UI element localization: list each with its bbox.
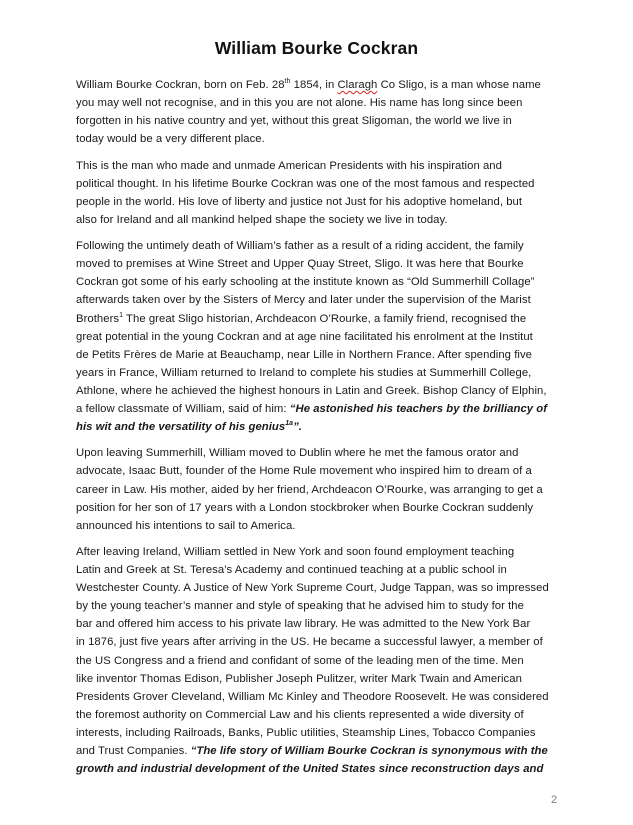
superscript: th — [284, 78, 291, 86]
text-run: Athlone, where he achieved the highest honours in Latin and Greek. Bishop Clancy of Elphin, — [76, 384, 547, 397]
text-run: the US Congress and a friend and confidant of some of the leading men of the time. Men — [76, 654, 524, 667]
text-run: forgotten in his native country and yet, without this great Sligoman, the world we live in — [76, 115, 512, 128]
text-line — [76, 175, 566, 193]
text-line — [76, 543, 566, 561]
text-line — [76, 652, 566, 670]
text-line — [76, 444, 566, 462]
misspelled-word: Claragh — [337, 79, 378, 91]
text-run: interests, including Railroads, Banks, Public utilities, Steamship Lines, Tobacco Companies — [76, 726, 536, 739]
text-run: moved to premises at Wine Street and Upper Quay Street, Sligo. It was here that Bourke — [76, 258, 524, 271]
text-run: growth and industrial development of the United States since reconstruction days and — [76, 763, 544, 776]
text-line — [76, 688, 566, 706]
text-run: afterwards taken over by the Sisters of Mercy and later under the supervision of the Marist — [76, 294, 531, 307]
text-line — [76, 517, 566, 535]
text-run: you may well not recognise, and in this you are not alone. His name has long since been — [76, 97, 523, 110]
text-run: in 1876, just five years after arriving in the US. He became a successful lawyer, a member of — [76, 636, 543, 649]
text-run: Latin and Greek at St. Teresa’s Academy and continued teaching at a public school in — [76, 564, 507, 577]
text-run: Presidents Grover Cleveland, William Mc Kinley and Theodore Roosevelt. He was considered — [76, 690, 549, 703]
document-title: William Bourke Cockran — [214, 38, 419, 58]
text-line — [76, 310, 566, 328]
text-line — [76, 364, 566, 382]
text-line — [76, 211, 566, 229]
text-line — [76, 400, 566, 418]
paragraph — [76, 237, 566, 436]
page-number: 2 — [551, 794, 558, 806]
text-line — [76, 94, 566, 112]
text-line — [76, 157, 566, 175]
text-run: Following the untimely death of William’s father as a result of a riding accident, the family — [76, 240, 524, 253]
text-line — [76, 499, 566, 517]
text-line — [76, 706, 566, 724]
text-run: Brothers — [76, 312, 120, 325]
text-line — [76, 291, 566, 309]
text-run: like inventor Thomas Edison, Publisher Joseph Pulitzer, writer Mark Twain and American — [76, 672, 522, 685]
text-run: a fellow classmate of William, said of him: — [76, 402, 290, 415]
text-run: today would be a very different place. — [76, 133, 265, 146]
text-run: his wit and the versatility of his genius — [76, 421, 286, 434]
text-run: the foremost authority on Commercial Law and his clients represented a wide diversity of — [76, 708, 524, 721]
text-run: 1854, in — [290, 79, 338, 91]
text-line — [76, 273, 566, 291]
text-run: position for her son of 17 years with a London stockbroker when Bourke Cockran suddenly — [76, 501, 534, 514]
text-line — [76, 237, 566, 255]
text-line — [76, 724, 566, 742]
text-run: de Petits Frères de Marie at Beauchamp, near Lille in Northern France. After spending five — [76, 348, 532, 361]
text-line — [76, 255, 566, 273]
text-run: ”. — [293, 421, 302, 434]
text-run: The great Sligo historian, Archdeacon O’Rourke, a family friend, recognised the — [123, 312, 527, 325]
text-line — [76, 615, 566, 633]
text-line — [76, 742, 566, 760]
text-line — [76, 462, 566, 480]
text-run: bar and offered him access to his private law library. He was admitted to the New York Bar — [76, 618, 531, 631]
text-line — [76, 418, 566, 436]
paragraph — [76, 444, 566, 534]
text-line — [76, 597, 566, 615]
paragraph — [76, 76, 566, 148]
text-run: After leaving Ireland, William settled in New York and soon found employment teaching — [76, 546, 515, 558]
text-run: advocate, Isaac Butt, founder of the Home Rule movement who inspired him to dream of a — [76, 465, 532, 478]
text-line — [76, 193, 566, 211]
text-run: This is the man who made and unmade American Presidents with his inspiration and — [76, 159, 502, 172]
paragraph — [76, 543, 566, 778]
text-line — [76, 76, 566, 94]
text-run: by the young teacher’s manner and style of speaking that he advised him to study for the — [76, 600, 524, 613]
text-line — [76, 633, 566, 651]
text-line — [76, 346, 566, 364]
text-line — [76, 112, 566, 130]
superscript: 1 — [119, 311, 124, 319]
text-run: people in the world. His love of liberty and justice not Just for his adoptive homeland, but — [76, 195, 523, 208]
text-run: Westchester County. A Justice of New York Supreme Court, Judge Tappan, was so impressed — [76, 582, 549, 595]
document-body — [76, 76, 566, 786]
text-run: announced his intentions to sail to America. — [76, 519, 296, 532]
paragraph — [76, 157, 566, 229]
text-run: years in France, William returned to Ireland to complete his studies at Summerhill College, — [76, 366, 532, 379]
text-run: Cockran got some of his early schooling at the institute known as “Old Summerhill Collage” — [76, 276, 535, 289]
text-run: and Trust Companies. — [76, 745, 191, 758]
text-line — [76, 561, 566, 579]
text-run: also for Ireland and all mankind helped shape the society we live in today. — [76, 213, 448, 226]
text-line — [76, 579, 566, 597]
text-run: political thought. In his lifetime Bourke Cockran was one of the most famous and respected — [76, 177, 535, 190]
text-line — [76, 481, 566, 499]
text-run: “He astonished his teachers by the brilliancy of — [289, 402, 548, 415]
text-run: career in Law. His mother, aided by her friend, Archdeacon O’Rourke, was arranging to get a — [76, 483, 543, 496]
text-run: great potential in the young Cockran and at age nine facilitated his enrolment at the Institut — [76, 330, 533, 343]
text-line — [76, 670, 566, 688]
text-line — [76, 130, 566, 148]
text-run: William Bourke Cockran, born on Feb. 28 — [76, 79, 285, 91]
text-line — [76, 328, 566, 346]
text-run: “The life story of William Bourke Cockran is synonymous with the — [190, 745, 548, 758]
text-line — [76, 382, 566, 400]
text-run: Co Sligo, is a man whose name — [377, 79, 541, 91]
text-line — [76, 760, 566, 778]
text-run: Upon leaving Summerhill, William moved to Dublin where he met the famous orator and — [76, 447, 519, 460]
superscript: 1a — [285, 420, 294, 428]
